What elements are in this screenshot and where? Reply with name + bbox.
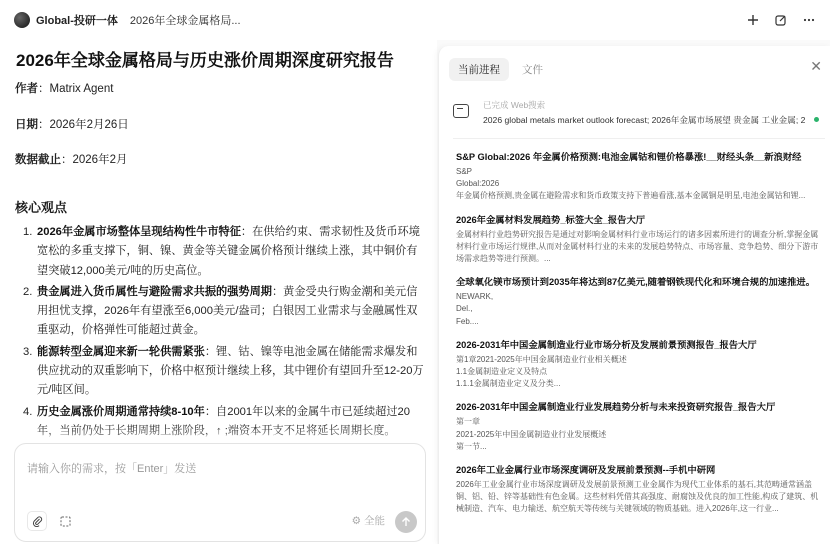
result-snippet: S&P Global:2026 年金属价格预测,贵金属在避险需求和货币政策支持下普遍看涨,基本金属铜是明星,电池金属钴和锂... (456, 167, 806, 201)
mode-selector[interactable]: ⚙ 全能 (351, 515, 385, 527)
section-title: 核心观点 (15, 200, 68, 215)
point-text: ：在供给约束、需求韧性及货币环境宽松的多重支撑下，铜、镍、黄金等关键金属价格预计继续上涨，其中铜价有望突破12,000美元/吨的历史高位。 (37, 226, 420, 277)
point-heading: 历史金属涨价周期通常持续8-10年 (37, 405, 205, 418)
message-input[interactable]: 请输入你的需求，按「Enter」发送 (27, 463, 197, 475)
document-title: 2026年全球金属格局与历史涨价周期深度研究报告 (16, 51, 394, 70)
author-label: 作者 (15, 83, 38, 95)
mode-label: 全能 (364, 515, 385, 527)
tab-files[interactable]: 文件 (522, 64, 543, 76)
key-point (23, 403, 427, 442)
key-point (23, 343, 427, 401)
search-result[interactable] (456, 400, 826, 453)
author-line: 作者：Matrix Agent (15, 83, 114, 95)
date-line: 日期：2026年2月26日 (15, 119, 129, 131)
panel-tabs (449, 58, 552, 81)
new-plus-icon[interactable] (742, 9, 764, 31)
point-heading: 贵金属进入货币属性与避险需求共振的强势周期 (37, 285, 272, 298)
point-number: 4. (23, 405, 33, 418)
key-point (23, 283, 427, 341)
divider (453, 138, 825, 139)
search-result[interactable] (456, 213, 826, 266)
web-search-icon (453, 104, 469, 118)
search-query: 2026 global metals market outlook forecast; 2026年金属市场展望 贵金属 工业金属; 2 (483, 115, 806, 125)
chat-composer[interactable] (14, 443, 426, 542)
result-title[interactable]: 2026-2031年中国金属制造业行业发展趋势分析与未来投资研究报告_报告大厅 (456, 402, 776, 413)
cutoff-label: 数据截止 (15, 154, 61, 166)
top-bar (0, 0, 830, 40)
result-title[interactable]: 2026年金属材料发展趋势_标签大全_报告大厅 (456, 214, 646, 225)
result-snippet: 第1章2021-2025年中国金属制造业行业相关概述 1.1金属制造业定义及特点 1.1.1金属制造业定义及分类... (456, 354, 627, 389)
key-point (23, 223, 427, 281)
result-title[interactable]: S&P Global:2026 年金属价格预测:电池金属钴和锂价格暴涨!__财经头条__新浪财经 (456, 152, 802, 162)
top-actions (742, 9, 820, 31)
arrow-up-icon (401, 517, 411, 527)
result-title[interactable]: 2026年工业金属行业市场深度调研及发展前景预测--手机中研网 (456, 465, 716, 476)
web-search-step[interactable] (453, 96, 825, 130)
date-label: 日期 (15, 119, 38, 131)
search-status: 已完成 Web搜索 (483, 100, 546, 110)
app-logo (14, 12, 30, 28)
app-title: Global-投研一体 (36, 15, 118, 27)
search-result[interactable] (456, 275, 826, 328)
result-snippet: 金属材料行业趋势研究报告是通过对影响金属材料行业市场运行的诸多因素所进行的调查分析,掌握金属材料行业市场运行规律,从而对金属材料行业的未来的发展趋势特点、市场容量、竞争趋势、细分下游市场需求趋势等进行预测。... (456, 229, 819, 264)
screenshot-icon[interactable] (55, 511, 75, 531)
author-value: Matrix Agent (49, 83, 114, 95)
process-panel (438, 46, 830, 544)
result-snippet: 2026年工业金属行业市场深度调研及发展前景预测工业金属作为现代工业体系的基石,其范畴通常涵盖铜、铝、铅、锌等基础性有色金属。这些材料凭借其高强度、耐腐蚀及优良的加工性能,构成了建筑、机械制造、汽车、电力输送、航空航天等传统与关键领域的物质基础。进入2026年,这一行业... (456, 480, 819, 514)
point-text: ：锂、钴、镍等电池金属在储能需求爆发和供应扰动的双重影响下，价格中枢预计继续上移，其中锂价有望回升至12-20万元/吨区间。 (37, 345, 424, 397)
result-snippet: 第一章 2021-2025年中国金属制造业行业发展概述 第一节... (456, 417, 607, 451)
edit-icon[interactable] (770, 9, 792, 31)
date-value: 2026年2月26日 (49, 119, 129, 131)
search-result[interactable] (456, 150, 826, 203)
close-icon[interactable]: ✕ (810, 58, 822, 74)
cutoff-value: 2026年2月 (72, 154, 128, 166)
point-text: ：黄金受央行购金潮和美元信用担忧支撑，2026年有望涨至6,000美元/盎司；白银因工业需求与金融属性双重驱动，价格弹性可能超过黄金。 (37, 285, 418, 337)
attach-icon[interactable] (27, 511, 47, 531)
search-result[interactable] (456, 338, 826, 391)
point-number: 2. (23, 285, 33, 298)
result-snippet: NEWARK, Del., Feb.... (456, 292, 494, 326)
point-text: ：自2001年以来的金属牛市已延续超过20年，当前仍处于长期周期上涨阶段，↑ ;端资本开支不足将延长周期长度。 (37, 405, 410, 437)
tab-current-process[interactable]: 当前进程 (449, 58, 509, 81)
key-points-list (23, 223, 427, 465)
point-heading: 2026年金属市场整体呈现结构性牛市特征 (37, 226, 241, 238)
send-button[interactable] (395, 511, 417, 533)
result-title[interactable]: 全球氧化镁市场预计到2035年将达到87亿美元,随着钢铁现代化和环境合规的加速推进。 (456, 277, 815, 288)
search-results (456, 150, 826, 526)
document-tab-title[interactable]: 2026年全球金属格局... (129, 15, 241, 27)
search-result[interactable] (456, 463, 826, 516)
point-number: 1. (23, 226, 33, 238)
result-title[interactable]: 2026-2031年中国金属制造业行业市场分析及发展前景预测报告_报告大厅 (456, 339, 757, 350)
more-icon[interactable] (798, 9, 820, 31)
point-heading: 能源转型金属迎来新一轮供需紧张 (37, 345, 205, 358)
point-number: 3. (23, 345, 33, 358)
status-dot (814, 117, 819, 122)
cutoff-line: 数据截止：2026年2月 (15, 154, 128, 166)
